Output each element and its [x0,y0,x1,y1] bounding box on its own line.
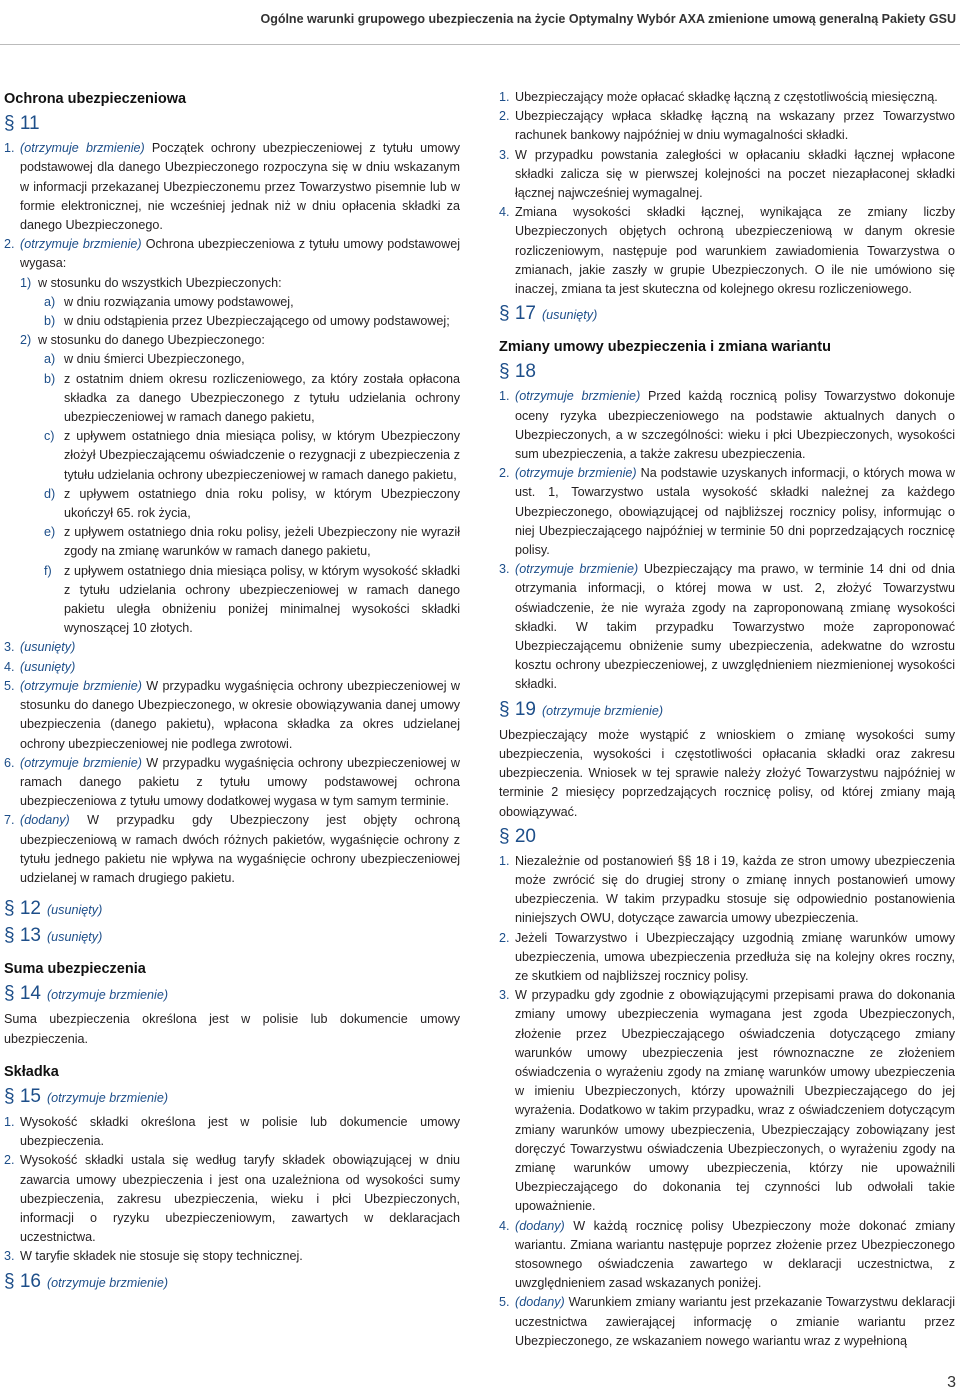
list-item: 1. Niezależnie od postanowień §§ 18 i 19, każda ze stron umowy ubezpieczenia może zwrócić się do drugiej strony o zmianę innych postanowień umowy ubezpieczenia. W takim przypadku stosuje się odpowiednio postanowienia niniejszych OWU, dotyczące zawarcia umowy ubezpieczenia. [499,853,955,926]
section-title-skladka: Składka [4,1063,59,1080]
paragraph-14-heading: § 14 (otrzymuje brzmienie) [4,983,169,1005]
list-item: 2. Ubezpieczający wpłaca składkę łączną na wskazany przez Towarzystwo rachunek bankowy najpóźniej w dniu wymagalności składki. [499,109,955,143]
list-item: 3. (usunięty) [4,640,76,655]
list-item: 3. (otrzymuje brzmienie) Ubezpieczający ma prawo, w terminie 14 dni od dnia otrzymania informacji, o której mowa w ust. 2, złożyć Towarzystwu oświadczenie, że nie wyraża zgody na zaproponowaną zmianę wysokości składki. W takim przypadku Towarzystwo może zaproponować Ubezpieczającemu obniżenie sumy ubezpieczenia, adekwatne do wzrostu kosztu ochrony ubezpieczeniowej, z uwzględnieniem niezmienionej wysokości składki. [499,562,955,692]
list-subsubitem: b) z ostatnim dniem okresu rozliczeniowego, za który została opłacona składka za danego Ubezpieczonego z tytułu udzielania ochrony ubezpieczeniowej w ramach danego pakietu, [44,371,460,425]
list-item: 5. (otrzymuje brzmienie) W przypadku wygaśnięcia ochrony ubezpieczeniowej w stosunku do danego Ubezpieczonego, w okresie obowiązywania danej umowy ubezpieczenia (danego pakietu), wpłacona składka za okres udzielanej ochrony ubezpieczeniowej nie podlega zwrotowi. [4,678,460,751]
list-item: 1. Wysokość składki określona jest w polisie lub dokumencie umowy ubezpieczenia. [4,1114,460,1149]
left-column [4,88,460,1298]
paragraph-18-heading: § 18 [499,361,536,383]
list-subsubitem: b) w dniu odstąpienia przez Ubezpieczającego od umowy podstawowej; [44,314,450,329]
document-title: Ogólne warunki grupowego ubezpieczenia na życie Optymalny Wybór AXA zmienione umową generalną Pakiety GSU [260,12,956,26]
paragraph-19-heading: § 19 (otrzymuje brzmienie) [499,698,664,720]
list-item: 5. (dodany) Warunkiem zmiany wariantu jest przekazanie Towarzystwu deklaracji uczestnictwa zawierającej informację o zmianie wariantu przez Ubezpieczonego, ze wskazaniem nowego wariantu wraz z wypełnioną [499,1295,955,1348]
paragraph-11-heading: § 11 [4,113,40,135]
list-subsubitem: f) z upływem ostatniego dnia miesiąca polisy, w którym wysokość składki z tytułu udzielania ochrony ubezpieczeniowej w ramach danego pakietu uległa obniżeniu poniżej minimalnej wysokości składki wynoszącej 10 złotych. [44,563,460,636]
list-item: 3. W przypadku gdy zgodnie z obowiązującymi przepisami prawa do dokonania zmiany umowy ubezpieczenia wymagana jest zgoda Ubezpieczonych, złożenie przez Ubezpieczającego oświadczenia dotyczącego zmiany warunków umowy ubezpieczenia jest równoznaczne ze złożeniem oświadczenia o wyrażeniu zgody na zmianę warunków umowy ubezpieczenia w imieniu Ubezpieczonych, którzy upoważnili Ubezpieczającego do jej wyrażenia. Dodatkowo w takim przypadku, wraz z oświadczeniem dotyczącym zmiany warunków umowy ubezpieczenia, Ubezpieczający zobowiązany jest doręczyć Towarzystwu oświadczenia Ubezpieczonych, o wyrażeniu zgody na zmianę warunków umowy ubezpieczenia, którzy nie upoważnili Ubezpieczającego do dokonania tej czynności lub odwołali takie upoważnienie. [499,988,955,1214]
list-subsubitem: a) w dniu rozwiązania umowy podstawowej, [44,294,294,309]
list-item: 4. (dodany) W każdą rocznicę polisy Ubezpieczony może dokonać zmiany wariantu. Zmiana wariantu następuje poprzez złożenie przez Ubezpieczonego stosownego oświadczenia zawartego w deklaracji uczestnictwa, z uwzględnieniem zasad wskazanych poniżej. [499,1218,955,1291]
paragraph-19-text: Ubezpieczający może wystąpić z wnioskiem o zmianę wysokości sumy ubezpieczenia, wysokości i częstotliwości opłacania składki oraz zakresu ubezpieczenia. Wniosek w tej sprawie należy złożyć Towarzystwu najpóźniej w terminie 2 miesięcy poprzedzających rocznicę polisy, od której zmiany mają obowiązywać. [499,727,955,819]
paragraph-15-heading: § 15 (otrzymuje brzmienie) [4,1085,169,1107]
list-subitem: 2) w stosunku do danego Ubezpieczonego: [20,333,265,348]
list-item: 2. (otrzymuje brzmienie) Na podstawie uzyskanych informacji, o których mowa w ust. 1, Towarzystwo ustala wysokość składki należnej za każdego Ubezpieczonego, obowiązującej od najbliższej rocznicy polisy, informując o niej Ubezpieczającego najpóźniej w terminie 50 dni poprzedzających rocznicę polisy. [499,466,955,558]
list-item: 4. (usunięty) [4,659,76,674]
list-item: 1. (otrzymuje brzmienie) Początek ochrony ubezpieczeniowej z tytułu umowy podstawowej dla danego Ubezpieczonego rozpoczyna się w dniu wskazanym w informacji przekazanej Ubezpieczonemu przez Towarzystwo pisemnie lub w formie elektronicznej, nie wcześniej jednak niż w dniu opłacenia składki za danego Ubezpieczonego. [4,141,460,233]
paragraph-17-heading: § 17 (usunięty) [499,303,598,325]
list-subsubitem: d) z upływem ostatniego dnia roku polisy, w którym Ubezpieczony ukończył 65. rok życia, [44,486,460,521]
list-subsubitem: e) z upływem ostatniego dnia roku polisy, jeżeli Ubezpieczony nie wyraził zgody na zmianę warunków w ramach danego pakietu, [44,525,460,559]
list-item: 1. Ubezpieczający może opłacać składkę łączną z częstotliwością miesięczną. [499,90,938,104]
paragraph-20-heading: § 20 [499,825,536,847]
paragraph-12-heading: § 12 (usunięty) [4,898,103,920]
list-item: 2. Wysokość składki ustala się według taryfy składek obowiązującej w dniu zawarcia umowy ubezpieczenia i jest ona uzależniona od wysokości sumy ubezpieczenia, zakresu ubezpieczenia, wieku i płci Ubezpieczonych, informacji o ryzyku ubezpieczeniowym, zawartych w deklaracjach uczestnictwa. [4,1153,460,1245]
list-item: 2. (otrzymuje brzmienie) Ochrona ubezpieczeniowa z tytułu umowy podstawowej wygasa: [4,237,460,271]
section-title-zmiany: Zmiany umowy ubezpieczenia i zmiana wariantu [499,339,831,356]
list-item: 3. W taryfie składek nie stosuje się stopy technicznej. [4,1249,303,1264]
list-item: 2. Jeżeli Towarzystwo i Ubezpieczający uzgodnią zmianę warunków umowy ubezpieczenia, umowa ubezpieczenia przedłuża się na kolejny okres roczny, ze skutkiem od najbliższej rocznicy polisy. [499,930,955,983]
page-number: 3 [947,1374,956,1391]
list-subsubitem: a) w dniu śmierci Ubezpieczonego, [44,352,245,367]
list-item: 6. (otrzymuje brzmienie) W przypadku wygaśnięcia ochrony ubezpieczeniowej w ramach danego pakietu z tytułu umowy podstawowej ochrona ubezpieczeniowa z tytułu umowy dodatkowej wygasa w tym samym terminie. [4,755,460,809]
paragraph-16-heading: § 16 (otrzymuje brzmienie) [4,1270,169,1292]
page-header [0,0,960,45]
list-subitem: 1) w stosunku do wszystkich Ubezpieczonych: [20,275,282,290]
section-title-suma: Suma ubezpieczenia [4,961,146,978]
list-item: 4. Zmiana wysokości składki łącznej, wynikająca ze zmiany liczby Ubezpieczonych objętych ochroną ubezpieczeniową w danym okresie rozliczeniowym, następuje pod warunkiem zawiadomienia Towarzystwa o zmianach, jakie zaszły w grupie Ubezpieczonych. O ile nie umówiono się inaczej, zmiana ta jest skuteczna od kolejnego okresu rozliczeniowego. [499,205,955,297]
section-title-ochrona: Ochrona ubezpieczeniowa [4,91,187,107]
list-subsubitem: c) z upływem ostatniego dnia miesiąca polisy, w którym Ubezpieczony złożył Ubezpieczającemu oświadczenie o rezygnacji z ubezpieczenia z tytułu udzielania ochrony ubezpieczeniowej w ramach danego pakietu, [44,429,460,482]
list-item: 1. (otrzymuje brzmienie) Przed każdą rocznicą polisy Towarzystwo dokonuje oceny ryzyka ubezpieczeniowego na podstawie aktualnych danych o Ubezpieczonych, a w szczególności: wieku i płci Ubezpieczonych, wysokości sum ubezpieczenia, a także zakresu ubezpieczenia. [499,389,955,462]
paragraph-14-text: Suma ubezpieczenia określona jest w polisie lub dokumencie umowy ubezpieczenia. [4,1012,460,1046]
list-item: 7. (dodany) W przypadku gdy Ubezpieczony jest objęty ochroną ubezpieczeniową w ramach dwóch różnych pakietów, wygaśnięcie ochrony z tytułu jednego pakietu nie wpływa na wygaśnięcie ochrony ubezpieczeniowej udzielanej w ramach drugiego pakietu. [4,813,460,885]
right-column [499,88,955,1351]
list-item: 3. W przypadku powstania zaległości w opłacaniu składki łącznej wpłacone składki zalicza się w pierwszej kolejności na poczet niezapłaconej składki łącznej najwcześniej wymagalnej. [499,147,955,201]
paragraph-13-heading: § 13 (usunięty) [4,925,103,947]
